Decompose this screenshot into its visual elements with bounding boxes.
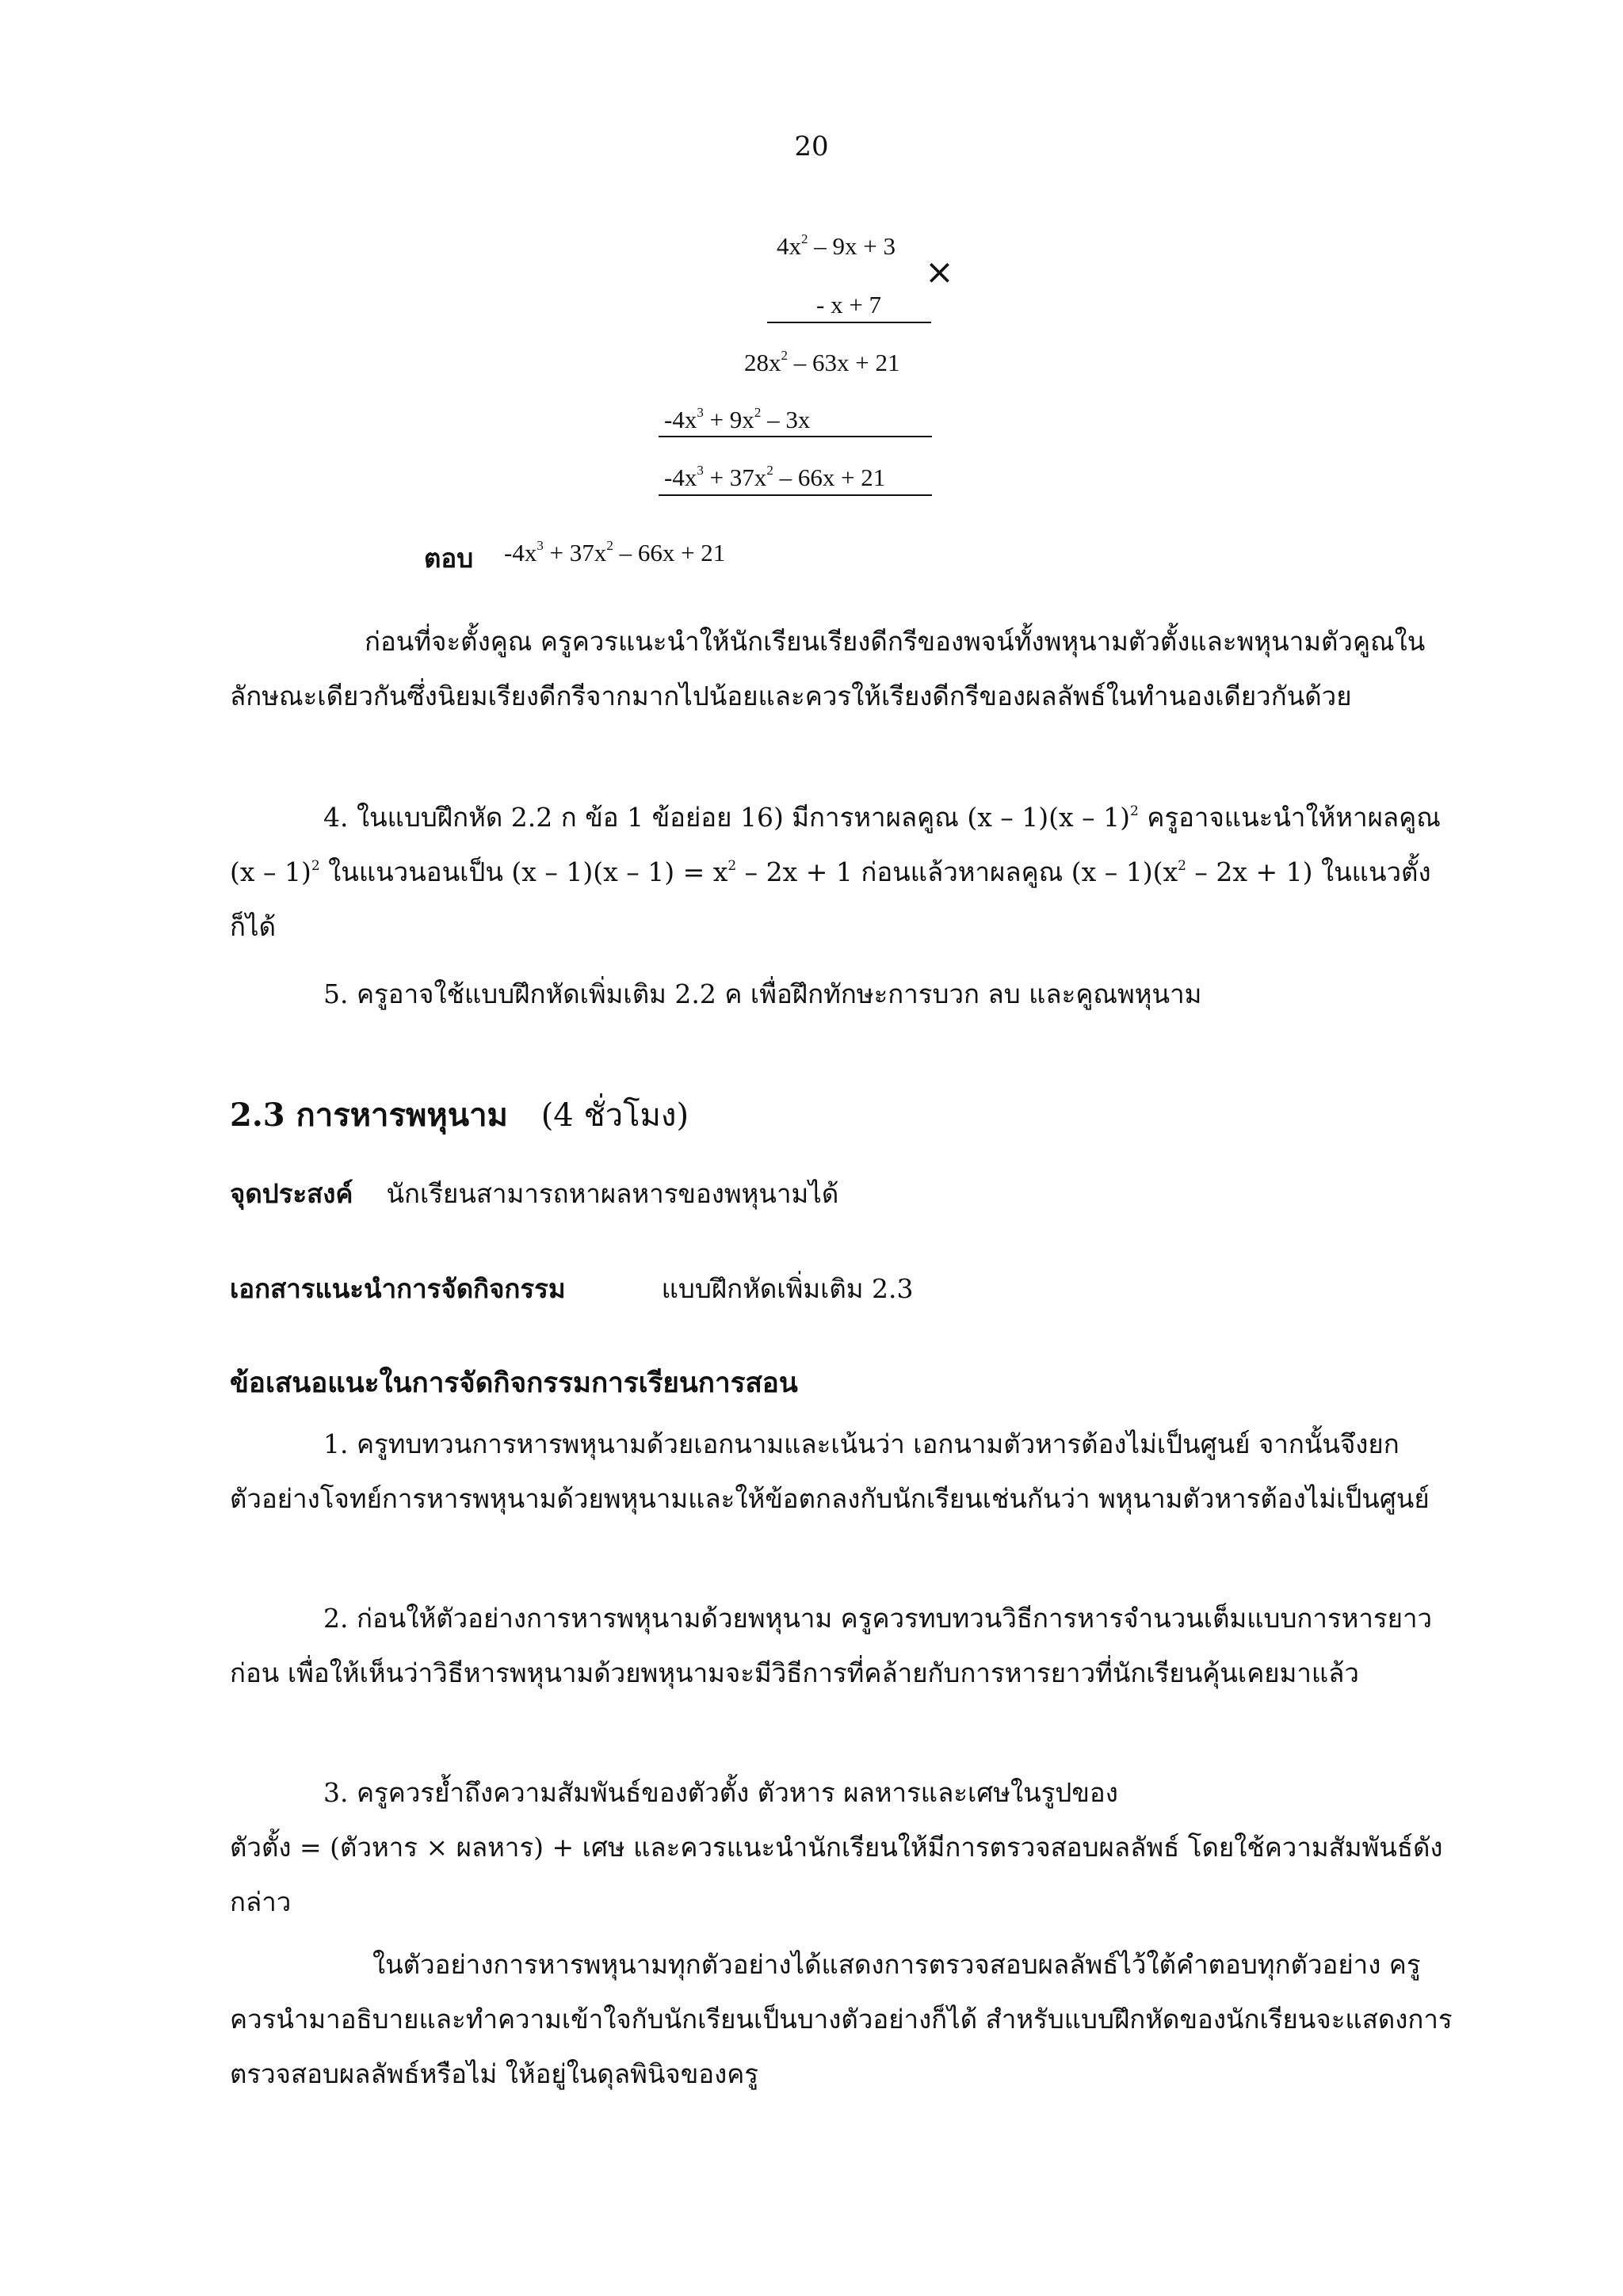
multiplicand: $4x^2 - 9x + 3$ — [777, 231, 896, 260]
documents-row — [230, 1268, 914, 1310]
paragraph-verification: ในตัวอย่างการหารพหุนามทุกตัวอย่างได้แสดงการตรวจสอบผลลัพธ์ไว้ใต้คำตอบทุกตัวอย่าง ครูควรนำมาอธิบายและทำความเข้าใจกับนักเรียนเป็นบางตัวอย่างก็ได้ สำหรับแบบฝึกหัดของนักเรียนจะแสดงการตรวจสอบผลลัพธ์หรือไม่ ให้อยู่ในดุลพินิจของครู — [230, 1949, 1453, 2089]
suggestion-item-1: 1. ครูทบทวนการหารพหุนามด้วยเอกนามและเน้นว่า เอกนามตัวหารต้องไม่เป็นศูนย์ จากนั้นจึงยกตัวอย่างโจทย์การหารพหุนามด้วยพหุนามและให้ข้อตกลงกับนักเรียนเช่นกันว่า พหุนามตัวหารต้องไม่เป็นศูนย์ — [230, 1428, 1430, 1514]
documents-label: เอกสารแนะนำการจัดกิจกรรม — [230, 1273, 566, 1304]
list-item-4: 4. ในแบบฝึกหัด 2.2 ก ข้อ 1 ข้อย่อย 16) มีการหาผลคูณ (x – 1)(x – 1)$^2$ ครูอาจแนะนำให้หาผลคูณ (x – 1)$^2$ ในแนวนอนเป็น $(x - 1)(x - 1) = x^2 - 2x + 1$ ก่อนแล้วหาผลคูณ $(x - 1)(x^2 - 2x + 1)$ ในแนวตั้งก็ได้ — [230, 802, 1441, 942]
objective-row — [230, 1173, 838, 1215]
list-item-5: 5. ครูอาจใช้แบบฝึกหัดเพิ่มเติม 2.2 ค เพื่อฝึกทักษะการบวก ลบ และคูณพหุนาม — [323, 978, 1202, 1009]
documents-text: แบบฝึกหัดเพิ่มเติม 2.3 — [661, 1273, 914, 1304]
suggestion-item-2: 2. ก่อนให้ตัวอย่างการหารพหุนามด้วยพหุนาม ครูควรทบทวนวิธีการหารจำนวนเต็มแบบการหารยาวก่อน เพื่อให้เห็นว่าวิธีหารพหุนามด้วยพหุนามจะมีวิธีการที่คล้ายกับการหารยาวที่นักเรียนคุ้นเคยมาแล้ว — [230, 1603, 1433, 1688]
objective-text: นักเรียนสามารถหาผลหารของพหุนามได้ — [386, 1178, 839, 1209]
multiply-sign: × — [925, 252, 954, 292]
suggestion-item-3-line-1: 3. ครูควรย้ำถึงความสัมพันธ์ของตัวตั้ง ตัวหาร ผลหารและเศษในรูปของ — [323, 1777, 1118, 1808]
partial-product-2: $-4x^3 + 9x^2 - 3x$ — [664, 405, 811, 433]
underline-3 — [659, 494, 932, 496]
answer-label: ตอบ — [424, 543, 474, 574]
section-heading: 2.3 การหารพหุนาม (4 ชั่วโมง) — [230, 1097, 689, 1134]
multiplier: - x + 7 — [816, 291, 882, 318]
product-result: $-4x^3 + 37x^2 - 66x + 21$ — [664, 463, 886, 491]
underline-2 — [659, 436, 932, 437]
objective-label: จุดประสงค์ — [230, 1178, 353, 1209]
partial-product-1: $28x^2 - 63x + 21$ — [744, 348, 900, 376]
answer-expression: $-4x^3 + 37x^2 - 66x + 21$ — [504, 538, 726, 566]
paragraph-degree-order: ก่อนที่จะตั้งคูณ ครูควรแนะนำให้นักเรียนเรียงดีกรีของพจน์ทั้งพหุนามตัวตั้งและพหุนามตัวคูณในลักษณะเดียวกันซึ่งนิยมเรียงดีกรีจากมากไปน้อยและควรให้เรียงดีกรีของผลลัพธ์ในทำนองเดียวกันด้วย — [230, 626, 1426, 711]
underline-1 — [767, 322, 931, 323]
suggestion-item-3-line-2: ตัวตั้ง = (ตัวหาร × ผลหาร) + เศษ และควรแนะนำนักเรียนให้มีการตรวจสอบผลลัพธ์ โดยใช้ความสัมพันธ์ดังกล่าว — [230, 1832, 1443, 1917]
suggestions-heading: ข้อเสนอแนะในการจัดกิจกรรมการเรียนการสอน — [230, 1367, 798, 1399]
page-number: 20 — [794, 131, 829, 162]
